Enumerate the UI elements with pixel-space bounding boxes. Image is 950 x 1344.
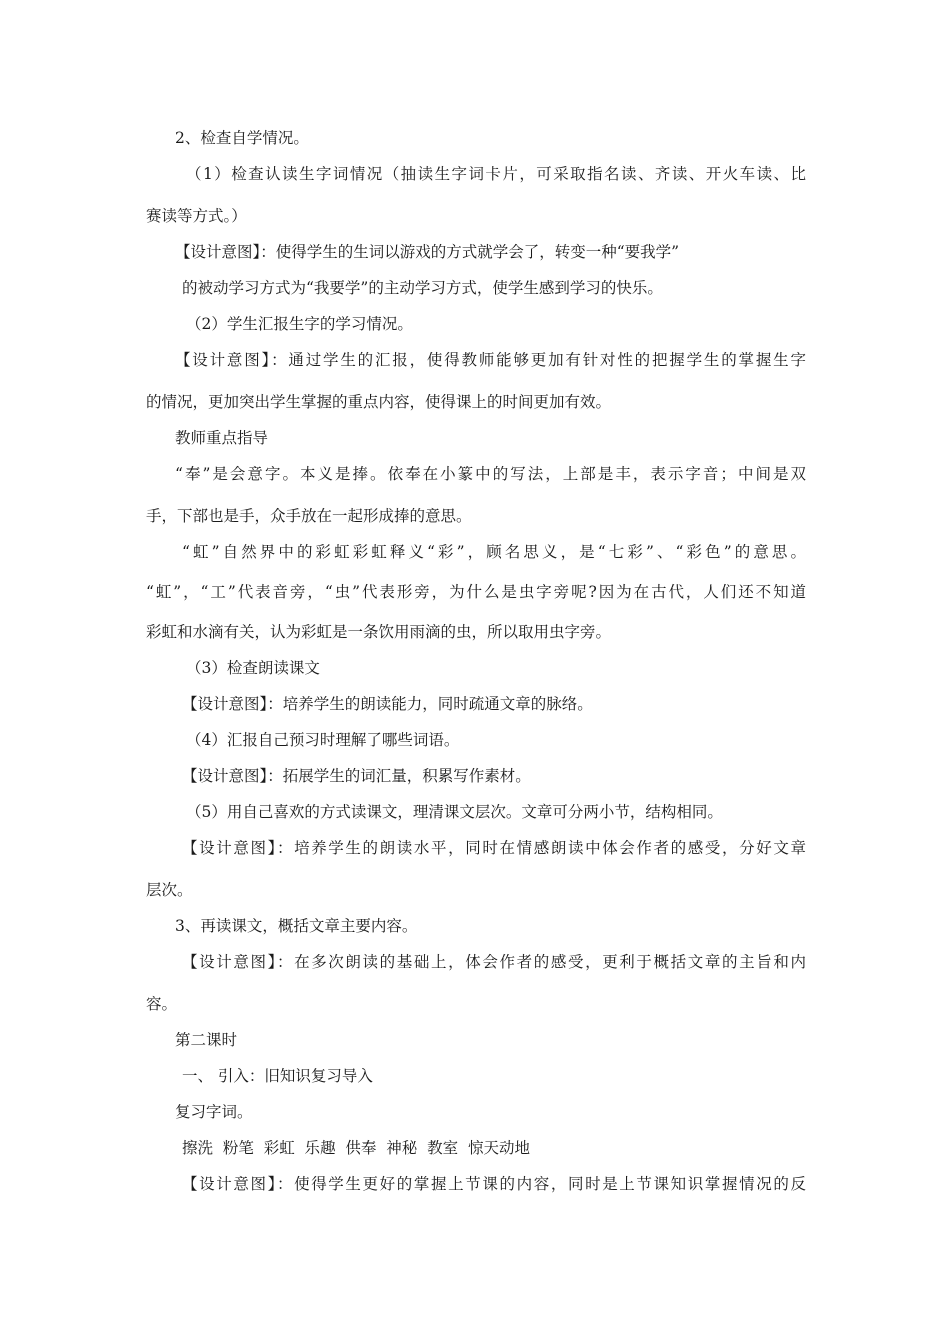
design-intent-line: 【设计意图】：培养学生的朗读能力，同时疏通文章的脉络。 bbox=[182, 695, 593, 713]
paragraph-line: （2）学生汇报生字的学习情况。 bbox=[186, 315, 413, 333]
subheading-teacher-guidance: 教师重点指导 bbox=[175, 429, 269, 447]
design-intent-line: 【设计意图】：使得学生的生词以游戏的方式就学会了，转变一种“要我学” bbox=[175, 243, 680, 261]
subheading-second-lesson: 第二课时 bbox=[175, 1031, 238, 1049]
paragraph-line: 的被动学习方式为“我要学”的主动学习方式，使学生感到学习的快乐。 bbox=[182, 279, 663, 297]
paragraph-line: 彩虹和水滴有关，认为彩虹是一条饮用雨滴的虫，所以取用虫字旁。 bbox=[146, 623, 612, 641]
design-intent-line: 【设计意图】：通过学生的汇报，使得教师能够更加有针对性的把握学生的掌握生字 bbox=[175, 351, 806, 369]
design-intent-line: 【设计意图】：使得学生更好的掌握上节课的内容，同时是上节课知识掌握情况的反 bbox=[182, 1175, 806, 1193]
paragraph-line: （4）汇报自己预习时理解了哪些词语。 bbox=[186, 731, 460, 749]
paragraph-line: 复习字词。 bbox=[175, 1103, 253, 1121]
paragraph-line: 容。 bbox=[146, 995, 178, 1013]
paragraph-line: “奉”是会意字。本义是捧。依奉在小篆中的写法，上部是丰，表示字音；中间是双 bbox=[175, 465, 806, 483]
design-intent-line: 【设计意图】：拓展学生的词汇量，积累写作素材。 bbox=[182, 767, 531, 785]
paragraph-line: 手，下部也是手，众手放在一起形成捧的意思。 bbox=[146, 507, 472, 525]
paragraph-line: 层次。 bbox=[146, 881, 193, 899]
paragraph-line: 赛读等方式。） bbox=[146, 207, 247, 225]
vocabulary-word-list: 擦洗 粉笔 彩虹 乐趣 供奉 神秘 教室 惊天动地 bbox=[182, 1139, 530, 1157]
design-intent-line: 【设计意图】：培养学生的朗读水平，同时在情感朗读中体会作者的感受，分好文章 bbox=[182, 839, 806, 857]
paragraph-line: 的情况，更加突出学生掌握的重点内容，使得课上的时间更加有效。 bbox=[146, 393, 612, 411]
paragraph-line: （5）用自己喜欢的方式读课文，理清课文层次。文章可分两小节，结构相同。 bbox=[186, 803, 723, 821]
paragraph-line: “虹”，“工”代表音旁，“虫”代表形旁，为什么是虫字旁呢?因为在古代，人们还不知道 bbox=[146, 583, 806, 601]
paragraph-line: （1）检查认读生字词情况（抽读生字词卡片，可采取指名读、齐读、开火车读、比 bbox=[186, 165, 806, 183]
section-heading-reread: 3、再读课文，概括文章主要内容。 bbox=[175, 917, 418, 935]
section-heading-introduction: 一、 引入：旧知识复习导入 bbox=[182, 1067, 373, 1085]
paragraph-line: （3）检查朗读课文 bbox=[186, 659, 320, 677]
paragraph-line: “虹”自然界中的彩虹彩虹释义“彩”，顾名思义，是“七彩”、“彩色”的意思。 bbox=[182, 543, 806, 561]
section-heading-check-self-study: 2、检查自学情况。 bbox=[175, 129, 309, 147]
design-intent-line: 【设计意图】：在多次朗读的基础上，体会作者的感受，更利于概括文章的主旨和内 bbox=[182, 953, 806, 971]
